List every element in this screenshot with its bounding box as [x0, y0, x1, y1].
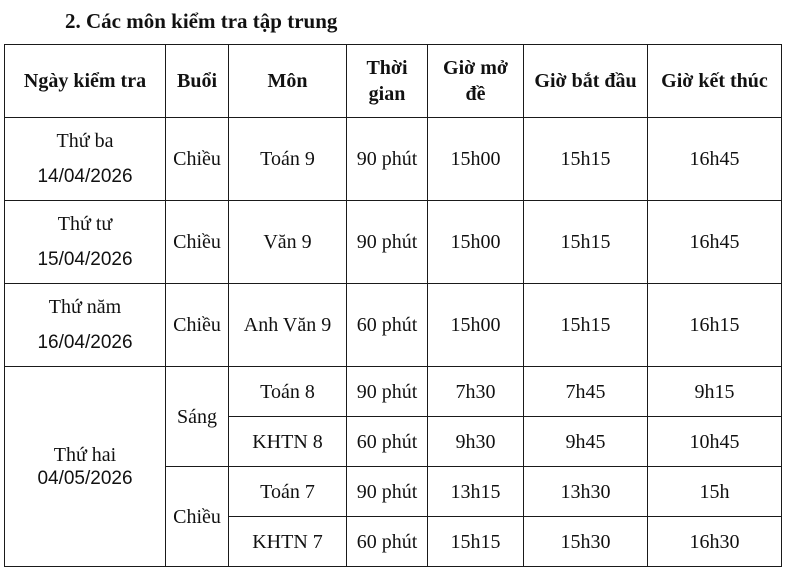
table-row	[5, 284, 782, 367]
end-time-cell: 10h45	[648, 417, 782, 467]
session-cell: Chiều	[166, 467, 229, 567]
start-time-cell: 15h15	[524, 284, 648, 367]
open-time-cell: 9h30	[428, 417, 524, 467]
session-cell: Chiều	[166, 284, 229, 367]
table-row	[5, 367, 782, 417]
header-start: Giờ bắt đầu	[524, 45, 648, 118]
end-time-cell: 16h45	[648, 201, 782, 284]
section-heading: 2. Các môn kiểm tra tập trung	[65, 9, 338, 33]
header-session: Buổi	[166, 45, 229, 118]
exam-date-cell	[5, 201, 166, 284]
weekday: Thứ tư	[57, 213, 113, 235]
start-time-cell: 13h30	[524, 467, 648, 517]
duration-cell: 90 phút	[347, 118, 428, 201]
subject-cell: Văn 9	[229, 201, 347, 284]
duration-cell: 60 phút	[347, 517, 428, 567]
end-time-cell: 15h	[648, 467, 782, 517]
exam-date: 15/04/2026	[37, 249, 133, 270]
open-time-cell: 15h00	[428, 201, 524, 284]
subject-cell: KHTN 7	[229, 517, 347, 567]
header-duration	[347, 45, 428, 118]
duration-cell: 90 phút	[347, 367, 428, 417]
end-time-cell: 16h45	[648, 118, 782, 201]
open-time-cell: 7h30	[428, 367, 524, 417]
header-open-line1: Giờ mở	[443, 57, 508, 79]
subject-cell: Anh Văn 9	[229, 284, 347, 367]
subject-cell: Toán 7	[229, 467, 347, 517]
start-time-cell: 15h15	[524, 118, 648, 201]
start-time-cell: 15h30	[524, 517, 648, 567]
header-subject: Môn	[229, 45, 347, 118]
weekday: Thứ năm	[48, 296, 122, 318]
exam-date: 14/04/2026	[37, 166, 133, 187]
header-row	[5, 45, 782, 118]
open-time-cell: 15h00	[428, 284, 524, 367]
session-cell: Chiều	[166, 118, 229, 201]
exam-schedule-table	[4, 44, 782, 567]
header-open-line2: đề	[465, 83, 486, 105]
start-time-cell: 7h45	[524, 367, 648, 417]
exam-date-cell	[5, 284, 166, 367]
end-time-cell: 16h15	[648, 284, 782, 367]
table-row	[5, 118, 782, 201]
exam-date-cell	[5, 118, 166, 201]
start-time-cell: 15h15	[524, 201, 648, 284]
weekday: Thứ ba	[56, 130, 114, 152]
header-end: Giờ kết thúc	[648, 45, 782, 118]
open-time-cell: 15h00	[428, 118, 524, 201]
exam-date: 04/05/2026	[37, 467, 133, 489]
subject-cell: Toán 8	[229, 367, 347, 417]
subject-cell: KHTN 8	[229, 417, 347, 467]
weekday: Thứ hai	[53, 443, 117, 466]
exam-date-cell	[5, 367, 166, 567]
header-duration-line1: Thời	[366, 57, 408, 79]
open-time-cell: 15h15	[428, 517, 524, 567]
duration-cell: 60 phút	[347, 417, 428, 467]
header-duration-line2: gian	[368, 83, 406, 105]
start-time-cell: 9h45	[524, 417, 648, 467]
subject-cell: Toán 9	[229, 118, 347, 201]
header-date: Ngày kiểm tra	[5, 45, 166, 118]
table-row	[5, 201, 782, 284]
session-cell: Chiều	[166, 201, 229, 284]
session-cell: Sáng	[166, 367, 229, 467]
header-open	[428, 45, 524, 118]
duration-cell: 90 phút	[347, 201, 428, 284]
duration-cell: 60 phút	[347, 284, 428, 367]
end-time-cell: 9h15	[648, 367, 782, 417]
open-time-cell: 13h15	[428, 467, 524, 517]
end-time-cell: 16h30	[648, 517, 782, 567]
duration-cell: 90 phút	[347, 467, 428, 517]
exam-date: 16/04/2026	[37, 332, 133, 353]
